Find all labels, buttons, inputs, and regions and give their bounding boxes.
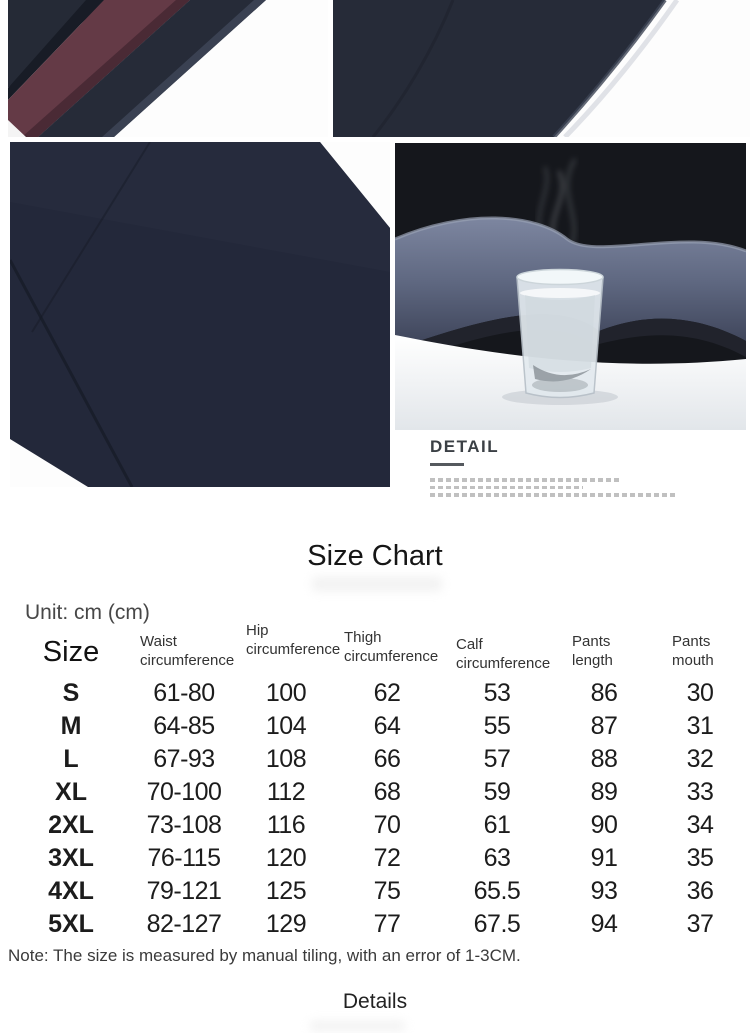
value-cell: 94 [590, 910, 618, 938]
column-header-pants-mouth: Pants mouth [672, 633, 714, 669]
size-cell: 4XL [48, 877, 94, 905]
product-photo-fabric-drape [333, 0, 750, 137]
value-cell: 129 [265, 910, 307, 938]
value-cell: 37 [686, 910, 714, 938]
size-table-body [12, 677, 750, 941]
value-cell: 32 [686, 745, 714, 773]
value-cell: 77 [373, 910, 401, 938]
value-cell: 100 [265, 679, 307, 707]
value-cell: 70-100 [146, 778, 222, 806]
table-row [12, 677, 750, 710]
value-cell: 61-80 [153, 679, 215, 707]
detail-section [430, 437, 676, 501]
value-cell: 120 [265, 844, 307, 872]
watermark-smudge [312, 577, 442, 591]
value-cell: 82-127 [146, 910, 222, 938]
table-row [12, 842, 750, 875]
value-cell: 104 [265, 712, 307, 740]
column-header-waist-circumference: Waist circumference [140, 633, 235, 669]
fine-print-line [430, 486, 583, 490]
detail-fine-print [430, 478, 676, 497]
value-cell: 86 [590, 679, 618, 707]
detail-heading: DETAIL [430, 437, 500, 456]
size-table [0, 622, 750, 941]
value-cell: 73-108 [146, 811, 222, 839]
value-cell: 65.5 [473, 877, 521, 905]
value-cell: 57 [483, 745, 511, 773]
value-cell: 116 [266, 811, 306, 839]
table-row [12, 875, 750, 908]
column-header-thigh-circumference: Thigh circumference [344, 629, 439, 665]
value-cell: 68 [373, 778, 401, 806]
size-cell: L [63, 745, 79, 773]
column-header-pants-length: Pants length [572, 633, 613, 669]
value-cell: 55 [483, 712, 511, 740]
value-cell: 62 [373, 679, 401, 707]
value-cell: 33 [686, 778, 714, 806]
detail-underline [430, 463, 464, 466]
unit-label: Unit: cm (cm) [25, 601, 150, 624]
value-cell: 36 [686, 877, 714, 905]
watermark-smudge [310, 1021, 405, 1031]
value-cell: 67-93 [153, 745, 215, 773]
value-cell: 34 [686, 811, 714, 839]
table-row [12, 776, 750, 809]
product-photo-steam-glass [395, 143, 746, 430]
value-cell: 112 [266, 778, 306, 806]
size-cell: 2XL [48, 811, 94, 839]
value-cell: 72 [373, 844, 401, 872]
value-cell: 64-85 [153, 712, 215, 740]
value-cell: 67.5 [473, 910, 521, 938]
value-cell: 70 [373, 811, 401, 839]
size-note: Note: The size is measured by manual tiling, with an error of 1-3CM. [8, 946, 521, 965]
value-cell: 125 [265, 877, 307, 905]
value-cell: 30 [686, 679, 714, 707]
value-cell: 53 [483, 679, 511, 707]
size-cell: XL [55, 778, 87, 806]
size-cell: S [62, 679, 80, 707]
size-chart-title: Size Chart [307, 540, 443, 572]
value-cell: 88 [590, 745, 618, 773]
value-cell: 76-115 [147, 844, 221, 872]
value-cell: 91 [590, 844, 618, 872]
table-row [12, 743, 750, 776]
details-footer-label: Details [342, 990, 408, 1013]
value-cell: 63 [483, 844, 511, 872]
size-cell: M [60, 712, 82, 740]
product-photo-fabric-closeup [10, 142, 390, 487]
size-cell: 5XL [48, 910, 94, 938]
value-cell: 59 [483, 778, 511, 806]
value-cell: 75 [373, 877, 401, 905]
table-row [12, 710, 750, 743]
table-row [12, 809, 750, 842]
table-row [12, 908, 750, 941]
value-cell: 87 [590, 712, 618, 740]
column-header-calf-circumference: Calf circumference [456, 636, 551, 672]
value-cell: 31 [686, 712, 714, 740]
value-cell: 35 [686, 844, 714, 872]
value-cell: 61 [483, 811, 511, 839]
column-header-hip-circumference: Hip circumference [246, 622, 341, 658]
value-cell: 79-121 [146, 877, 222, 905]
value-cell: 89 [590, 778, 618, 806]
column-header-size: Size [42, 635, 100, 668]
value-cell: 66 [373, 745, 401, 773]
value-cell: 64 [373, 712, 401, 740]
fine-print-line [430, 493, 676, 497]
size-table-header [12, 622, 750, 677]
value-cell: 90 [590, 811, 618, 839]
fine-print-line [430, 478, 620, 482]
product-photo-folded-fabric [8, 0, 328, 137]
value-cell: 93 [590, 877, 618, 905]
size-cell: 3XL [48, 844, 94, 872]
value-cell: 108 [265, 745, 307, 773]
